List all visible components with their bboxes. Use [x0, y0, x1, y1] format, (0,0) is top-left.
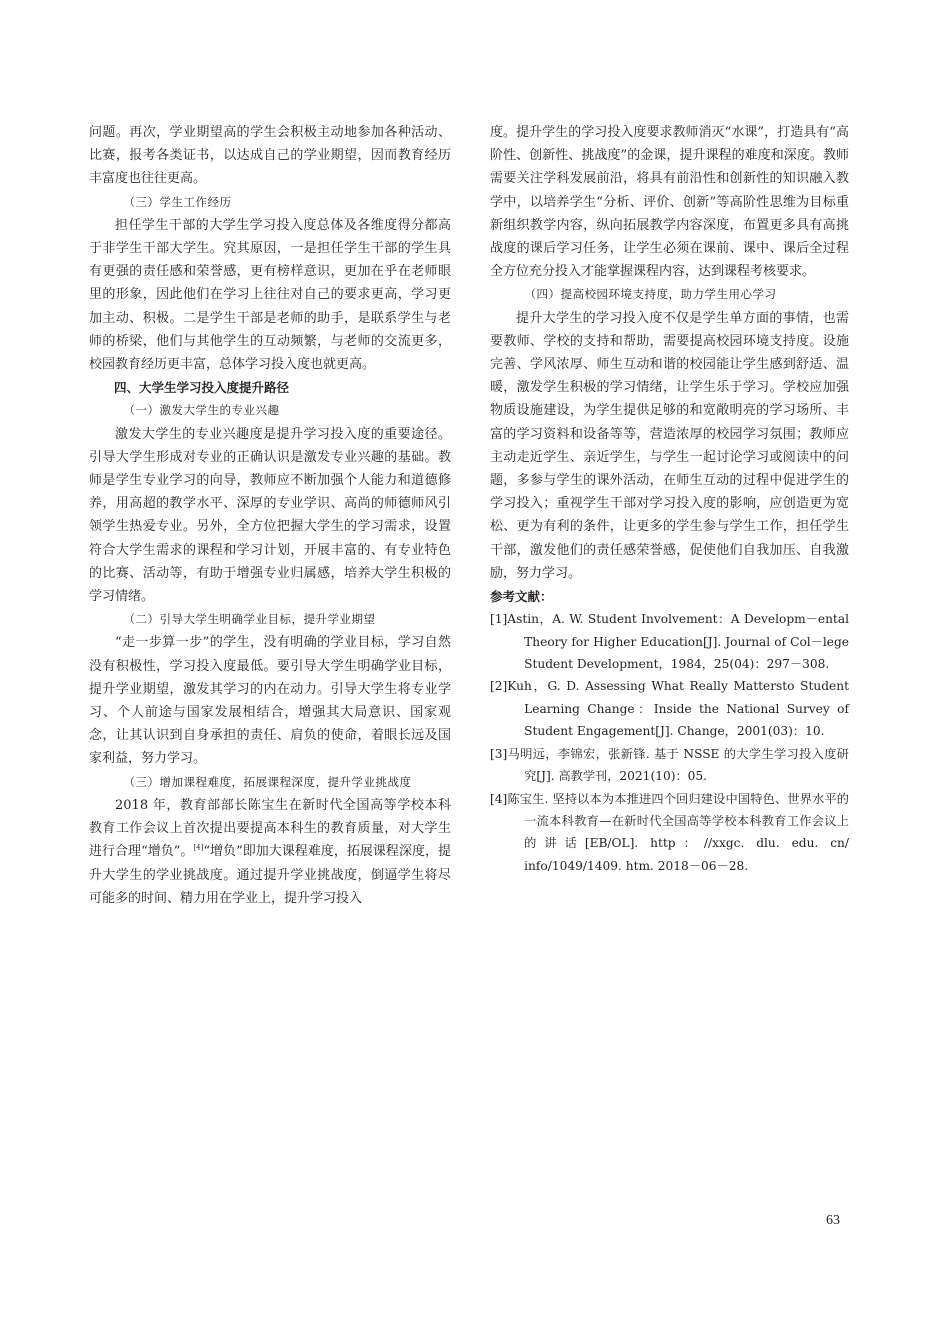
paragraph-text: “增负”即加大课程难度，拓展课程深度，提升大学生的学业挑战度。通过提升学业挑战度，倒逼学生将尽可能多的时间、精力用在学业上，提升学习投入	[89, 844, 451, 906]
reference-item: [4]陈宝生. 坚持以本为本推进四个回归建设中国特色、世界水平的一流本科教育—在新时代全国高等学校本科教育工作会议上的讲话[EB/OL]. http：//xxgc. dlu. edu. cn/ info/1049/1409. htm. 2018－06－28.	[490, 791, 849, 873]
references-heading: 参考文献：	[490, 589, 553, 605]
right-column	[490, 121, 849, 877]
reference-item: [3]马明远，李锦宏，张新锋. 基于 NSSE 的大学生学习投入度研究[J]. 高教学刊，2021(10)：05.	[490, 746, 849, 784]
reference-item: [2]Kuh，G. D. Assessing What Really Mattersto Student Learning Change：Inside the National Survey of Student Engagement[J]. Change，2001(03)：10.	[490, 679, 849, 739]
reference-item: [1]Astin，A. W. Student Involvement：A Developm－ental Theory for Higher Education[J]. Journal of Col－lege Student Development，1984，25(04)：297－308.	[490, 612, 849, 672]
paragraph: 度。提升学生的学习投入度要求教师消灭“水课”，打造具有“高阶性、创新性、挑战度”的金课，提升课程的难度和深度。教师需要关注学科发展前沿，将具有前沿性和创新性的知识融入教学中，以培养学生“分析、评价、创新”等高阶性思维为目标重新组织教学内容，纵向拓展教学内容深度，布置更多具有高挑战度的课后学习任务，让学生必须在课前、课中、课后全过程全方位充分投入才能掌握课程内容，达到课程考核要求。	[490, 125, 849, 280]
subsection-heading: （一）激发大学生的专业兴趣	[123, 403, 280, 418]
paragraph: 激发大学生的专业兴趣度是提升学习投入度的重要途径。引导大学生形成对专业的正确认识是激发专业兴趣的基础。教师是学生专业学习的向导，教师应不断加强个人能力和道德修养，用高超的教学水平、深厚的专业学识、高尚的师德师风引领学生热爱专业。另外，全方位把握大学生的学习需求，设置符合大学生需求的课程和学习计划，开展丰富的、有专业特色的比赛、活动等，有助于增强专业归属感，培养大学生积极的学习情绪。	[89, 426, 451, 605]
section-heading: 四、大学生学习投入度提升路径	[114, 380, 290, 396]
subsection-heading: （四）提高校园环境支持度，助力学生用心学习	[524, 287, 777, 302]
subsection-heading: （三）增加课程难度，拓展课程深度，提升学业挑战度	[123, 774, 412, 789]
subsection-heading: （二）引导大学生明确学业目标，提升学业期望	[123, 612, 376, 627]
paragraph: 提升大学生的学习投入度不仅是学生单方面的事情，也需要教师、学校的支持和帮助，需要提高校园环境支持度。设施完善、学风浓厚、师生互动和谐的校园能让学生感到舒适、温暖，激发学生积极的学习情绪，让学生乐于学习。学校应加强物质设施建设，为学生提供足够的和宽敞明亮的学习场所、丰富的学习资料和设备等等，营造浓厚的校园学习氛围；教师应主动走近学生、亲近学生，与学生一起讨论学习或阅读中的问题，多参与学生的课外活动，在师生互动的过程中促进学生的学习投入；重视学生干部对学习投入度的影响，应创造更为宽松、更为有利的条件，让更多的学生参与学生工作，担任学生干部，激发他们的责任感荣誉感，促使他们自我加压、自我激励，努力学习。	[490, 310, 849, 581]
left-column	[89, 121, 451, 910]
paragraph	[89, 794, 451, 910]
subsection-heading: （三）学生工作经历	[123, 194, 232, 209]
paragraph: 担任学生干部的大学生学习投入度总体及各维度得分都高于非学生干部大学生。究其原因，一是担任学生干部的学生具有更强的责任感和荣誉感，更有榜样意识，更加在乎在老师眼里的形象，因此他们在学习上往往对自己的要求更高，学习更加主动、积极。二是学生干部是老师的助手，是联系学生与老师的桥梁，他们与其他学生的互动频繁，与老师的交流更多，校园教育经历更丰富，总体学习投入度也就更高。	[89, 217, 451, 373]
citation-marker: [4]	[193, 843, 204, 852]
paragraph-text: 2018 年，教育部部长陈宝生在新时代全国高等学校本科教育工作会议上首次提出要提高本科生的教育质量，对大学生进行合理“增负”。	[89, 797, 451, 860]
paragraph: “走一步算一步”的学生，没有明确的学业目标，学习自然没有积极性，学习投入度最低。要引导大学生明确学业目标，提升学业期望，激发其学习的内在动力。引导大学生将专业学习、个人前途与国家发展相结合，增强其大局意识、国家观念，让其认识到自身承担的责任、肩负的使命，着眼长远及国家利益，努力学习。	[89, 635, 451, 767]
page-number: 63	[826, 1213, 840, 1228]
paragraph: 问题。再次，学业期望高的学生会积极主动地参加各种活动、比赛，报考各类证书，以达成自己的学业期望，因而教育经历丰富度也往往更高。	[89, 125, 451, 187]
